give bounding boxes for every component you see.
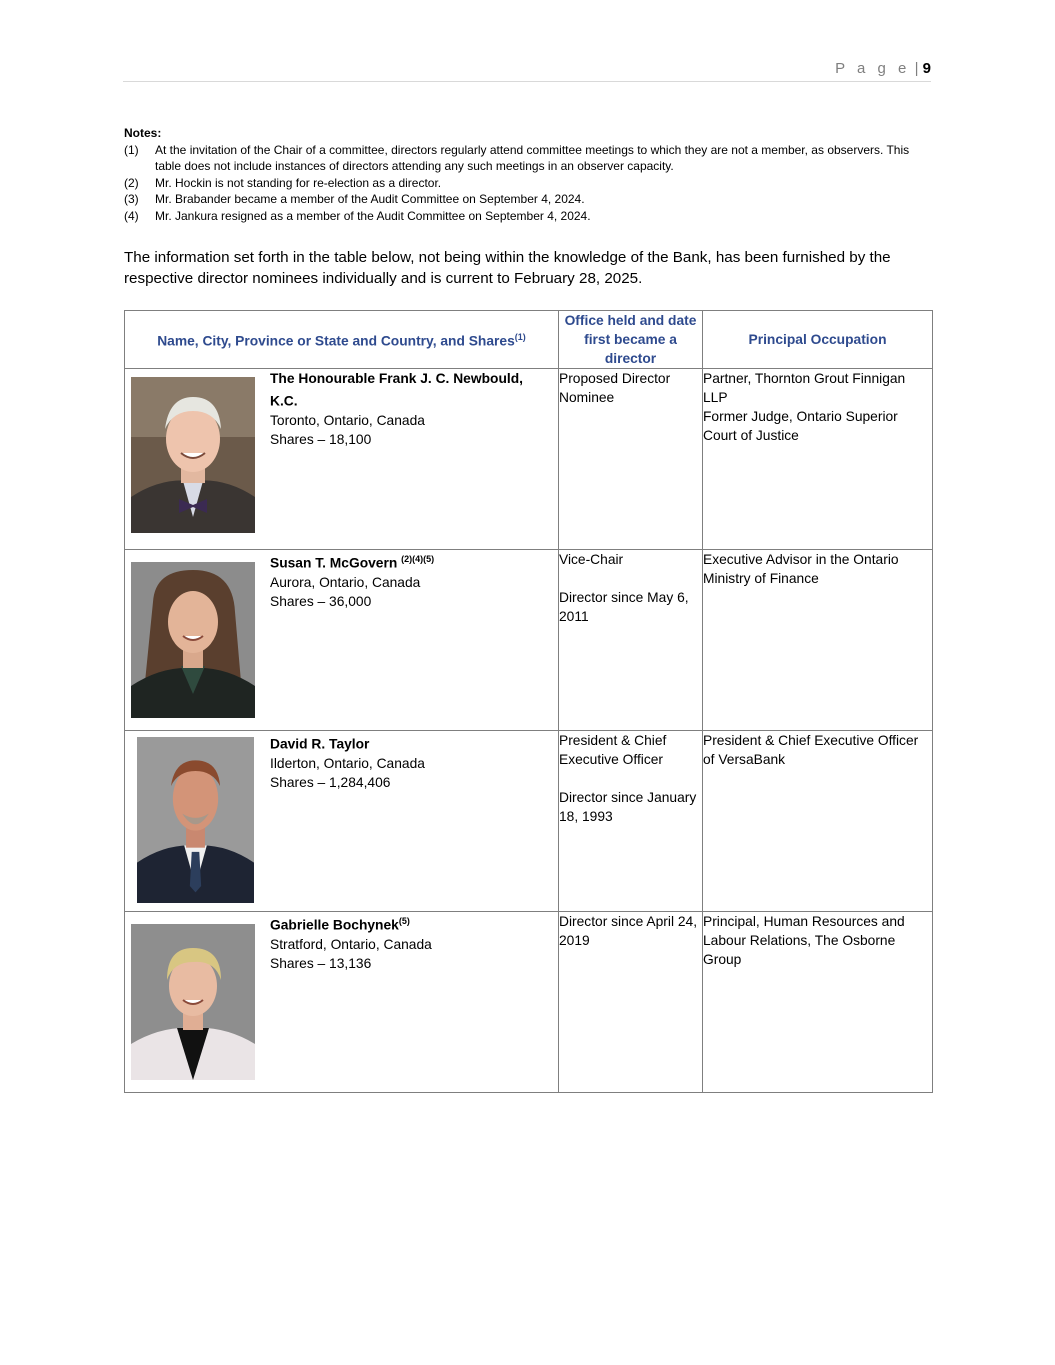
- occupation-line: Partner, Thornton Grout Finnigan LLP: [703, 371, 906, 405]
- note-text: At the invitation of the Chair of a committee, directors regularly attend committee meetings to which they are not a member, as observers. This table does not include instances of directors attending any such meetings in an observer capacity.: [155, 142, 910, 174]
- occupation-line: President & Chief Executive Officer of VersaBank: [703, 733, 919, 767]
- page-label: P a g e: [835, 60, 911, 77]
- note-mark: (2): [124, 175, 139, 190]
- name-cell: [125, 912, 559, 1093]
- director-footnote: (2)(4)(5): [401, 554, 435, 564]
- director-info: [270, 369, 554, 449]
- occupation-line: Executive Advisor in the Ontario Ministry of Finance: [703, 552, 899, 586]
- occupation-cell: [703, 369, 933, 550]
- office-line: Proposed Director Nominee: [559, 371, 671, 405]
- director-shares: Shares – 13,136: [270, 955, 372, 971]
- intro-paragraph: The information set forth in the table below, not being within the knowledge of the Bank, has been furnished by the respective director nominees individually and is current to February 28, 2025.: [124, 249, 891, 287]
- director-shares: Shares – 1,284,406: [270, 774, 391, 790]
- note-item: [124, 208, 934, 225]
- page-number: 9: [922, 60, 931, 77]
- occupation-cell: [703, 731, 933, 912]
- name-cell: [125, 731, 559, 912]
- occupation-cell: [703, 912, 933, 1093]
- table-row: [125, 912, 933, 1093]
- director-city: Stratford, Ontario, Canada: [270, 936, 432, 952]
- director-name: The Honourable Frank J. C. Newbould, K.C.: [270, 371, 523, 409]
- director-city: Toronto, Ontario, Canada: [270, 412, 425, 428]
- page-header: [123, 60, 931, 82]
- office-line: Director since April 24, 2019: [559, 914, 698, 948]
- note-item: [124, 191, 934, 208]
- name-cell: [125, 369, 559, 550]
- header-name: Name, City, Province or State and Country, and Shares$^{(1)}$: [125, 311, 559, 369]
- director-info: [270, 912, 554, 973]
- table-row: [125, 369, 933, 550]
- director-name: Susan T. McGovern: [270, 555, 398, 571]
- occupation-line: Former Judge, Ontario Superior Court of Justice: [703, 409, 898, 443]
- director-footnote: (5): [398, 916, 410, 926]
- office-cell: [559, 912, 703, 1093]
- note-item: [124, 175, 934, 192]
- notes-section: [124, 125, 934, 225]
- notes-title: Notes:: [124, 126, 162, 140]
- occupation-line: Principal, Human Resources and Labour Relations, The Osborne Group: [703, 914, 905, 967]
- table-header-row: [125, 311, 933, 369]
- office-line: Director since May 6, 2011: [559, 590, 689, 624]
- director-photo: [137, 737, 254, 903]
- director-info: [270, 550, 554, 611]
- name-cell: [125, 550, 559, 731]
- office-line: Vice-Chair: [559, 552, 624, 567]
- director-shares: Shares – 18,100: [270, 431, 372, 447]
- office-cell: [559, 731, 703, 912]
- office-cell: [559, 369, 703, 550]
- director-city: Aurora, Ontario, Canada: [270, 574, 421, 590]
- office-line: President & Chief Executive Officer: [559, 733, 667, 767]
- note-mark: (1): [124, 142, 139, 157]
- director-shares: Shares – 36,000: [270, 593, 372, 609]
- occupation-cell: [703, 550, 933, 731]
- director-name: Gabrielle Bochynek: [270, 917, 399, 933]
- director-photo: [131, 924, 255, 1080]
- office-line: Director since January 18, 1993: [559, 790, 697, 824]
- table-row: [125, 550, 933, 731]
- note-text: Mr. Brabander became a member of the Audit Committee on September 4, 2024.: [155, 192, 585, 207]
- director-photo: [131, 562, 255, 718]
- director-photo: [131, 377, 255, 533]
- director-name: David R. Taylor: [270, 736, 370, 752]
- note-text: Mr. Jankura resigned as a member of the Audit Committee on September 4, 2024.: [155, 208, 591, 223]
- director-info: [270, 731, 554, 792]
- table-row: [125, 731, 933, 912]
- header-name-footnote: (1): [514, 332, 526, 343]
- director-table: [124, 310, 933, 1093]
- director-city: Ilderton, Ontario, Canada: [270, 755, 425, 771]
- page-separator: |: [914, 60, 919, 77]
- note-text: Mr. Hockin is not standing for re-election as a director.: [155, 175, 442, 190]
- header-occupation: Principal Occupation: [703, 311, 933, 369]
- header-office: Office held and date first became a director: [559, 311, 703, 369]
- note-item: [124, 142, 934, 175]
- note-mark: (4): [124, 208, 139, 223]
- office-cell: [559, 550, 703, 731]
- note-mark: (3): [124, 192, 139, 207]
